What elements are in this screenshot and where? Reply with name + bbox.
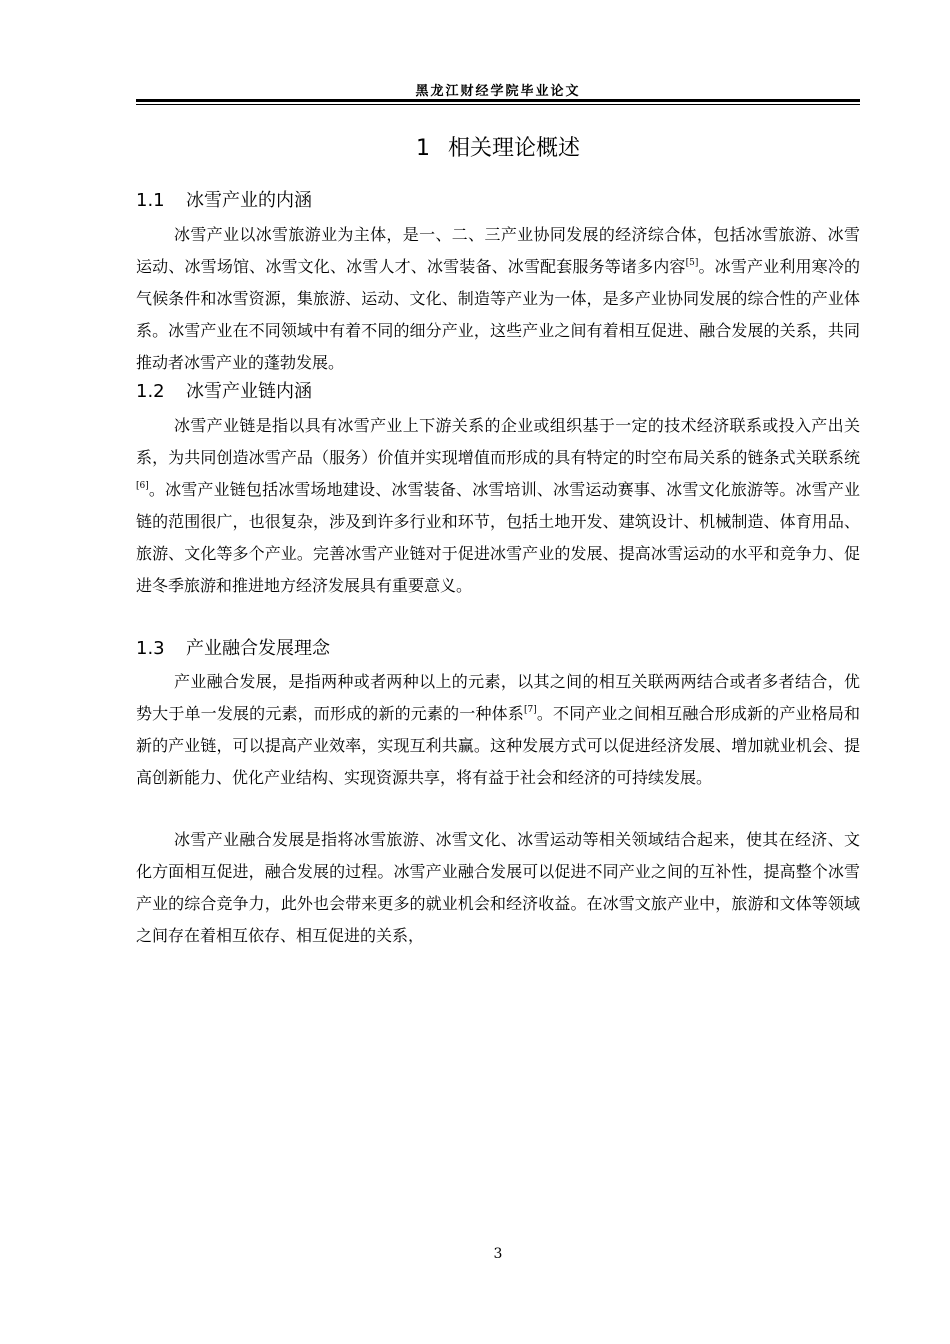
- paragraph-text: 。不同产业之间相互融合形成新的产业格局和新的产业链，可以提高产业效率，实现互利共赢。这种发展方式可以促进经济发展、增加就业机会、提高创新能力、优化产业结构、实现资源共享，将有益于社会和经济的可持续发展。: [136, 704, 860, 787]
- section-title: 冰雪产业的内涵: [186, 190, 312, 211]
- paragraph-1-1: [136, 219, 860, 379]
- citation-5: [5]: [685, 258, 699, 268]
- section-heading-1-3: [136, 636, 860, 662]
- header-rule-thin: [136, 104, 860, 105]
- section-number: 1.2: [136, 381, 165, 402]
- citation-7: [7]: [523, 705, 537, 715]
- section-number: 1.3: [136, 638, 165, 659]
- paragraph-text: 产业融合发展，是指两种或者两种以上的元素，以其之间的相互关联两两结合或者多者结合，优势大于单一发展的元素，而形成的新的元素的一种体系: [136, 672, 860, 723]
- section-title: 冰雪产业链内涵: [186, 381, 312, 402]
- paragraph-1-2: [136, 410, 860, 602]
- paragraph-text: 冰雪产业融合发展是指将冰雪旅游、冰雪文化、冰雪运动等相关领域结合起来，使其在经济、文化方面相互促进，融合发展的过程。冰雪产业融合发展可以促进不同产业之间的互补性，提高整个冰雪产业的综合竞争力，此外也会带来更多的就业机会和经济收益。在冰雪文旅产业中，旅游和文体等领域之间存在着相互依存、相互促进的关系，: [136, 830, 860, 945]
- citation-6: [6]: [136, 481, 149, 491]
- section-title: 产业融合发展理念: [186, 638, 330, 659]
- page-number: 3: [493, 1246, 503, 1262]
- paragraph-text: 。冰雪产业链包括冰雪场地建设、冰雪装备、冰雪培训、冰雪运动赛事、冰雪文化旅游等。冰雪产业链的范围很广，也很复杂，涉及到许多行业和环节，包括土地开发、建筑设计、机械制造、体育用品、旅游、文化等多个产业。完善冰雪产业链对于促进冰雪产业的发展、提高冰雪运动的水平和竞争力、促进冬季旅游和推进地方经济发展具有重要意义。: [136, 480, 860, 595]
- chapter-title-text: 相关理论概述: [447, 136, 580, 161]
- paragraph-text: 冰雪产业以冰雪旅游业为主体，是一、二、三产业协同发展的经济综合体，包括冰雪旅游、冰雪运动、冰雪场馆、冰雪文化、冰雪人才、冰雪装备、冰雪配套服务等诸多内容: [136, 225, 860, 276]
- running-header: 黑龙江财经学院毕业论文: [415, 84, 581, 99]
- header-rule-thick: [136, 99, 860, 102]
- section-heading-1-2: [136, 379, 860, 405]
- chapter-title: [136, 134, 860, 164]
- chapter-number: 1: [415, 136, 430, 161]
- section-number: 1.1: [136, 190, 165, 211]
- section-heading-1-1: [136, 188, 860, 214]
- paragraph-1-3-b: [136, 824, 860, 952]
- paragraph-1-3-a: [136, 666, 860, 794]
- paragraph-text: 。冰雪产业利用寒冷的气候条件和冰雪资源，集旅游、运动、文化、制造等产业为一体，是多产业协同发展的综合性的产业体系。冰雪产业在不同领域中有着不同的细分产业，这些产业之间有着相互促进、融合发展的关系，共同推动者冰雪产业的蓬勃发展。: [136, 257, 860, 372]
- paragraph-text: 冰雪产业链是指以具有冰雪产业上下游关系的企业或组织基于一定的技术经济联系或投入产出关系，为共同创造冰雪产品（服务）价值并实现增值而形成的具有特定的时空布局关系的链条式关联系统: [136, 416, 860, 467]
